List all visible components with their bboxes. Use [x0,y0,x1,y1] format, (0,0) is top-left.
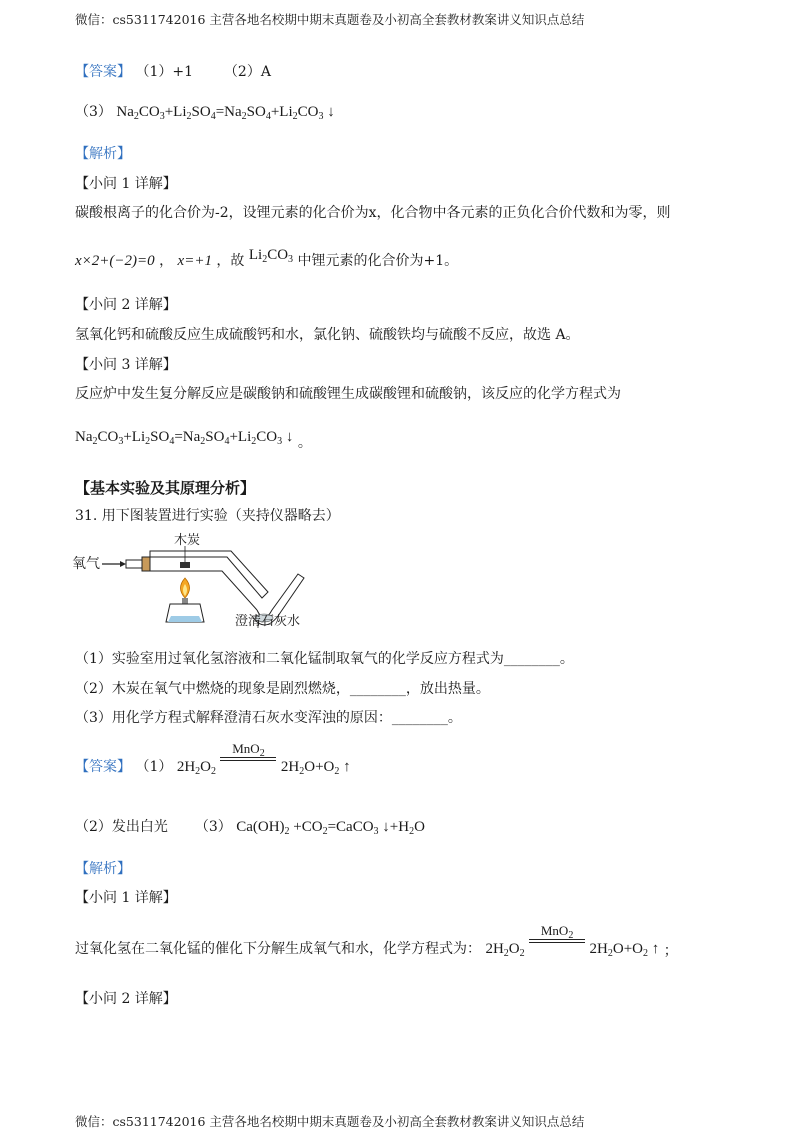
limewater-equation: $Ca(OH)_2$ $+CO_2=CaCO_3$ $↓+H_2O$ [236,819,425,837]
sub1-label: 【小问 1 详解】 [75,176,177,192]
answer-2: （2）发出白光 [75,819,168,835]
stopper [142,557,150,571]
q31-question-2: （2）木炭在氧气中燃烧的现象是剧烈燃烧，________，放出热量。 [75,681,490,697]
q31-sub1-text: 过氧化氢在二氧化锰的催化下分解生成氧气和水，化学方程式为： [75,941,481,957]
charcoal [180,562,190,568]
catalyst-condition-repeat: MnO$_2$ [529,924,585,943]
q31-answer-line-1 [75,740,351,777]
h2o2-products: $2H_2O+O_2$ ↑ [280,759,351,777]
q31-sub1-label: 【小问 1 详解】 [75,890,177,906]
valence-conclusion: 中锂元素的化合价为+1。 [297,253,459,269]
glass-tube-bottom [150,571,257,610]
label-oxygen: 氧气 [72,555,100,571]
sub2-text: 氢氧化钙和硫酸反应生成硫酸钙和水，氯化钠、硫酸铁均与硫酸不反应，故选 A。 [75,327,580,343]
sub2-label: 【小问 2 详解】 [75,297,177,313]
h2o2-reactant: $2H_2O_2$ [176,759,217,777]
answer-1: （1）+1 [135,64,193,80]
label-charcoal: 木炭 [174,532,201,547]
sub3-equation [75,428,312,451]
q31-analysis-label: 【解析】 [75,861,131,877]
sub3-text: 反应炉中发生复分解反应是碳酸钠和硫酸锂生成碳酸锂和硫酸钠，该反应的化学方程式为 [75,386,621,402]
comma: ， [159,253,174,269]
therefore: ，故 [216,253,245,269]
q30-answer-3 [75,103,335,121]
answer-1-prefix: （1） [135,759,173,775]
q31-answer-line-2 [75,818,425,836]
valence-equation: x×2+(−2)=0 [75,253,155,269]
formula-li2co3: $Li_2CO_3$ [248,247,294,265]
equation-na2co3-li2so4-repeat: $Na_2CO_3+Li_2SO_4=Na_2SO_4+Li_2CO_3$ ↓ [75,429,294,447]
glass-tube-top [150,551,268,598]
catalyst-condition: MnO$_2$ [220,742,276,761]
answer-label: 【答案】 [75,64,131,80]
arrow-head-icon [120,561,126,567]
q31-question-1: （1）实验室用过氧化氢溶液和二氧化锰制取氧气的化学反应方程式为________。 [75,651,574,667]
sub3-label: 【小问 3 详解】 [75,357,177,373]
h2o2-reactant-repeat: $2H_2O_2$ [485,941,525,959]
page-footer: 微信：cs5311742016 主营各地名校期中期末真题卷及小初高全套教材教案讲义知识点总结 [75,1114,585,1129]
answer-3-prefix: （3） [75,104,112,120]
sub1-text: 碳酸根离子的化合价为-2，设锂元素的化合价为x，化合物中各元素的正负化合价代数和为零，则 [75,205,671,221]
analysis-label: 【解析】 [75,146,131,162]
q31-sub1-line [75,922,678,959]
label-limewater: 澄清石灰水 [235,613,301,628]
section-title: 【基本实验及其原理分析】 [75,479,256,497]
valence-result: x=+1 [177,253,212,269]
q31-sub2-label: 【小问 2 详解】 [75,991,177,1007]
q31-stem: 31. 用下图装置进行实验（夹持仪器略去） [75,508,340,524]
h2o2-products-repeat: $2H_2O+O_2$ ↑ [589,941,660,959]
sub1-equation-line [75,247,459,270]
equation-na2co3-li2so4: $Na_2CO_3+Li_2SO_4=Na_2SO_4+Li_2CO_3$ ↓ [116,104,335,122]
semicolon: ； [663,943,678,959]
answer-3-prefix: （3） [194,819,232,835]
page-header: 微信：cs5311742016 主营各地名校期中期末真题卷及小初高全套教材教案讲义知识点总结 [75,12,585,27]
inlet-tube [126,560,142,568]
answer-2: （2）A [223,64,271,80]
q31-question-3: （3）用化学方程式解释澄清石灰水变浑浊的原因：________。 [75,710,462,726]
q30-answer-line [75,63,271,81]
period: 。 [297,435,312,451]
answer-label: 【答案】 [75,759,131,775]
